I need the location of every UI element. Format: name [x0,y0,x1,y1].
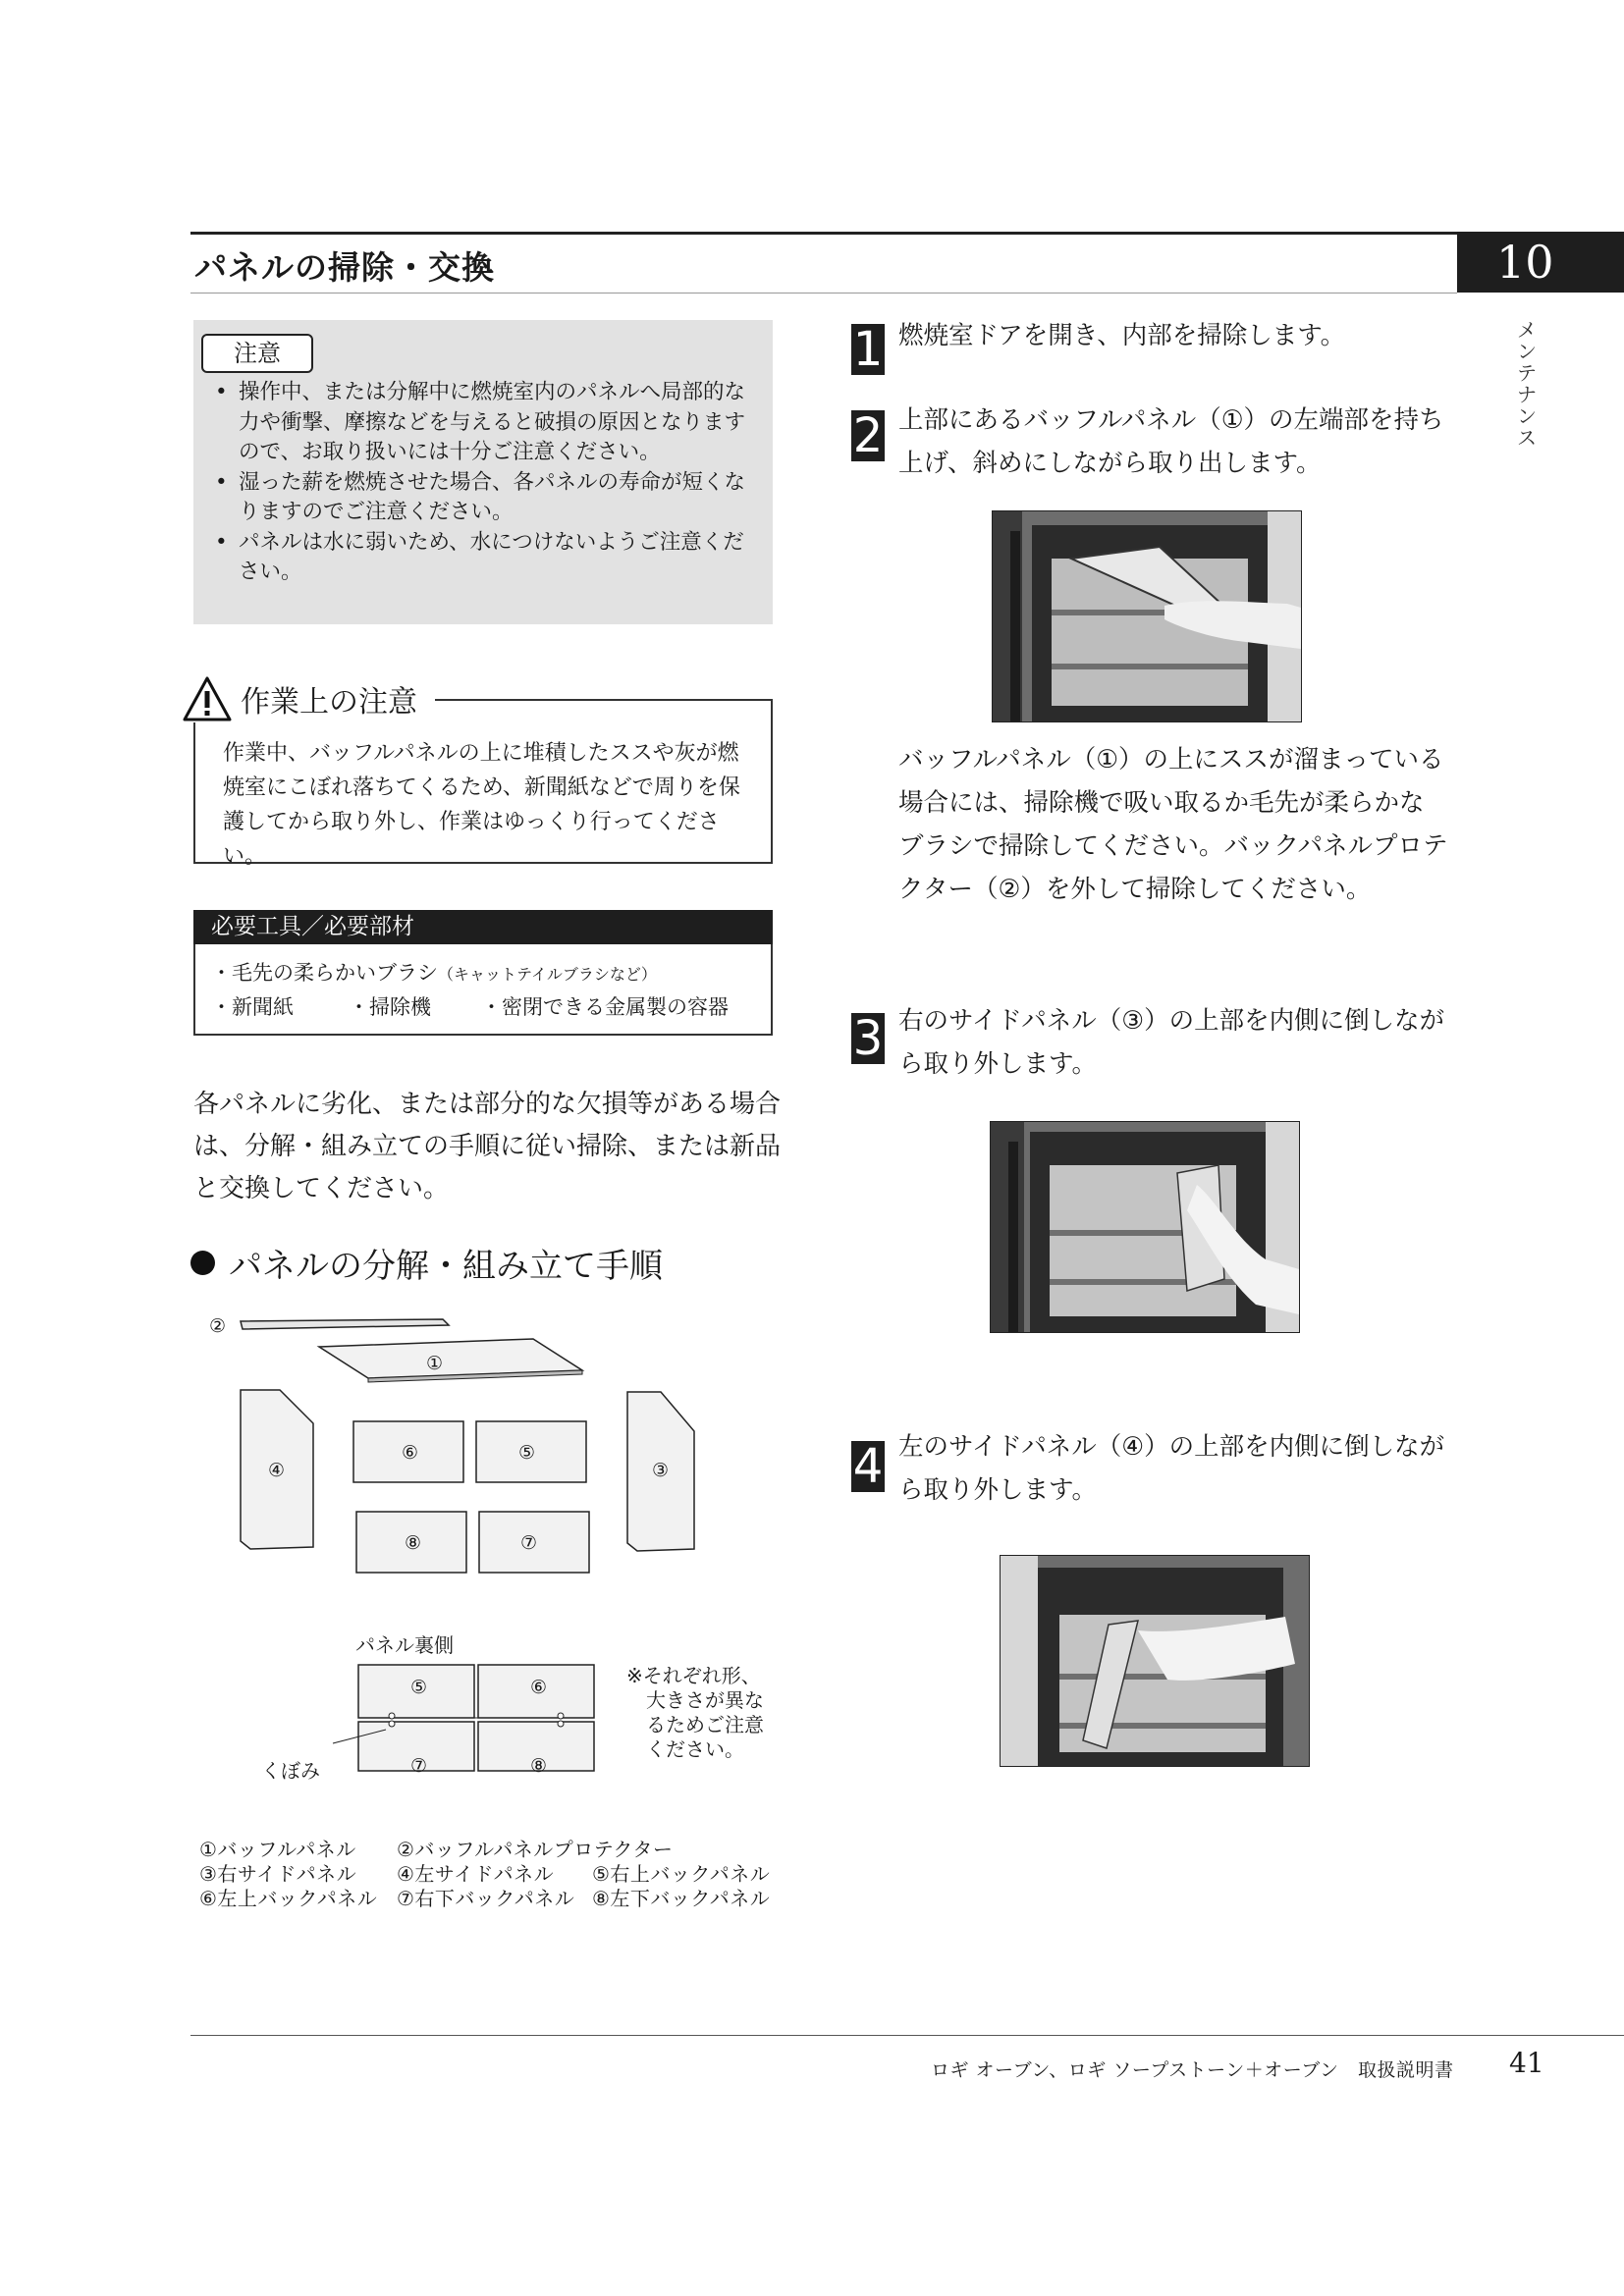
back-side-label: パネル裏側 [355,1633,454,1657]
footer-rule [190,2035,1624,2036]
step-2-note: バッフルパネル（①）の上にススが溜まっている場合には、掃除機で吸い取るか毛先が柔らかなブラシで掃除してください。バックパネルプロテクター（②）を外して掃除してください。 [898,745,1448,904]
bullet-dot-icon [190,1251,215,1275]
work-notice-title [182,675,435,722]
tool-metal-container: ・密閉できる金属製の容器 [481,995,729,1019]
diagram-note-line: るためご注意 [646,1713,764,1736]
header-underline [190,293,1457,294]
legend-1: ①バッフルパネル [199,1838,356,1861]
step-3-line: ら取り外します。 [898,1049,1097,1079]
page-number: 41 [1509,2047,1544,2079]
step-2-line: 上げ、斜めにしながら取り出します。 [898,449,1322,478]
step-2-text [898,399,1448,485]
back-label-8: ⑧ [530,1755,548,1777]
step-3-text [898,999,1448,1086]
diagram-label-3: ③ [652,1460,670,1481]
diagram-note-line: ※それぞれ形、 [626,1664,761,1687]
back-label-6: ⑥ [530,1677,548,1698]
page-title: パネルの掃除・交換 [194,248,495,287]
step-4-line: ら取り外します。 [898,1475,1097,1505]
legend-3: ③右サイドパネル [199,1862,357,1886]
tools-line-1 [211,957,657,987]
diagram-note [626,1664,764,1762]
diagram-label-6: ⑥ [402,1442,419,1464]
photo-left-side-panel [1000,1555,1310,1767]
work-notice-title-text: 作業上の注意 [241,685,417,720]
section-heading-text: パネルの分解・組み立て手順 [229,1247,663,1286]
diagram-label-7: ⑦ [520,1532,538,1554]
diagram-note-line: ください。 [646,1737,744,1761]
diagram-label-5: ⑤ [518,1442,536,1464]
legend-2: ②バッフルパネルプロテクター [397,1838,674,1861]
diagram-label-2: ② [209,1315,227,1337]
photo-right-side-panel [990,1121,1300,1333]
back-label-5: ⑤ [410,1677,428,1698]
section-heading [190,1239,663,1287]
intro-paragraph: 各パネルに劣化、または部分的な欠損等がある場合は、分解・組み立ての手順に従い掃除、または新品と交換してください。 [193,1090,782,1203]
legend-5: ⑤右上バックパネル [592,1862,771,1886]
legend-8: ⑧左下バックパネル [592,1887,771,1910]
diagram-label-1: ① [426,1353,444,1374]
caution-list [211,378,761,588]
caution-badge: 注意 [201,334,313,373]
tool-vacuum: ・掃除機 [349,995,431,1019]
warning-triangle-icon [182,675,233,722]
back-label-7: ⑦ [410,1755,428,1777]
step-3-line: 右のサイドパネル（③）の上部を内側に倒しなが [898,1006,1445,1036]
step-number-4: 4 [852,1439,884,1494]
tool-brush-note: （キャットテイルブラシなど） [438,965,657,984]
chapter-number: 10 [1457,232,1624,293]
step-number-2: 2 [852,408,884,463]
step-number-3: 3 [852,1011,884,1066]
step-1-text [898,314,1448,357]
legend-6: ⑥左上バックパネル [199,1887,378,1910]
tool-newspaper: ・新聞紙 [211,995,294,1019]
step-number-1: 1 [852,322,884,377]
tools-heading: 必要工具／必要部材 [193,910,773,944]
side-section-label: メンテナンス [1517,318,1537,450]
caution-item: • 操作中、または分解中に燃焼室内のパネルへ局部的な力や衝撃、摩擦などを与えると破損の原因となりますので、お取り扱いには十分ご注意ください。 [211,378,761,468]
header-rule [190,232,1624,235]
photo-baffle-removal [992,510,1302,722]
footer-text: ロギ オーブン、ロギ ソープストーン＋オーブン 取扱説明書 [931,2059,1454,2081]
legend-4: ④左サイドパネル [397,1862,555,1886]
dent-label: くぼみ [261,1759,320,1783]
caution-item: • パネルは水に弱いため、水につけないようご注意ください。 [211,528,761,588]
step-1-line: 燃焼室ドアを開き、内部を掃除します。 [898,321,1346,350]
diagram-note-line: 大きさが異な [646,1688,764,1712]
tool-brush: ・毛先の柔らかいブラシ [211,961,438,985]
step-4-text [898,1425,1448,1512]
legend-7: ⑦右下バックパネル [397,1887,575,1910]
diagram-label-8: ⑧ [405,1532,422,1554]
caution-item: • 湿った薪を燃焼させた場合、各パネルの寿命が短くなりますのでご注意ください。 [211,468,761,528]
step-2-line: 上部にあるバッフルパネル（①）の左端部を持ち [898,405,1444,435]
work-notice-text: 作業中、バッフルパネルの上に堆積したススや灰が燃焼室にこぼれ落ちてくるため、新聞紙などで周りを保護してから取り外し、作業はゆっくり行ってください。 [223,741,740,869]
step-4-line: 左のサイドパネル（④）の上部を内側に倒しなが [898,1432,1445,1462]
diagram-label-4: ④ [268,1460,286,1481]
